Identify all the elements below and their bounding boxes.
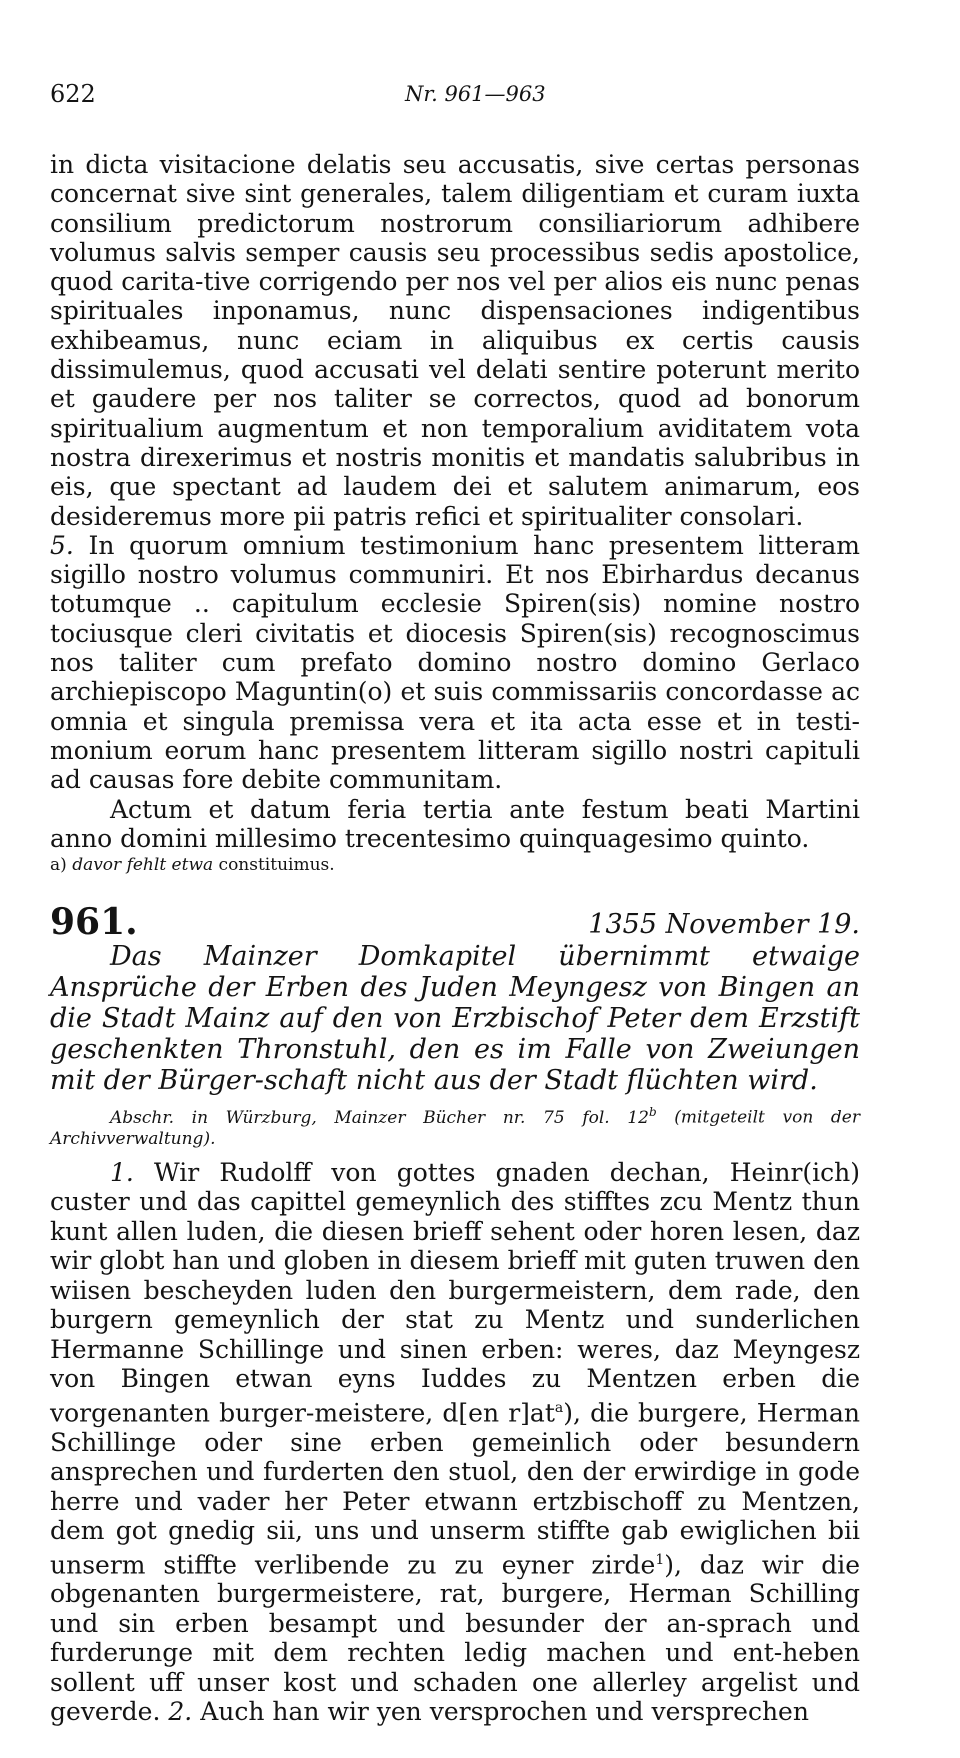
section-number: 5. xyxy=(50,530,74,560)
page-number: 622 xyxy=(50,80,96,108)
paragraph-continuation: in dicta visitacione delatis seu accusatis, sive certas personas concernat sive sint generales, talem diligentiam et curam iuxta consilium predictorum nostrorum consiliariorum adhibere volumus salvis semper causis seu processibus sedis apostolice, quod carita-tive corrigendo per nos vel per alios eis nunc penas spirituales inponamus, nunc dispensaciones indigentibus exhibeamus, nunc eciam in aliquibus ex certis causis dissimulemus, quod accusati vel delati sentire poterunt merito et gaudere per nos taliter se correctos, quod ad bonorum spiritualium augmentum et non temporalium aviditatem vota nostra direxerimus et nostris monitis et mandatis salubribus in eis, que spectant ad laudem dei et salutem animarum, eos desideremus more pii patris refici et spiritualiter consolari. xyxy=(50,150,860,531)
source-note xyxy=(50,1102,860,1150)
footnote-label: a) xyxy=(50,855,67,876)
source-superscript: b xyxy=(648,1105,657,1120)
section-text: In quorum omnium testimonium hanc presentem litteram sigillo nostro volumus communiri. Et nos Ebirhardus decanus totumque .. capitulum ecclesie Spiren(sis) nomine nostro tociusque cleri civitatis et diocesis Spiren(sis) recognoscimus nos taliter cum prefato domino nostro domino Gerlaco archiepiscopo Maguntin(o) et suis commissariis concordasse ac omnia et singula premissa vera et ita acta esse et in testi-monium eorum hanc presentem litteram sigillo nostri capituli ad causas fore debite communitam. xyxy=(50,530,860,795)
paragraph-section-1 xyxy=(50,1158,860,1727)
footnote-italic: davor fehlt etwa xyxy=(72,855,214,876)
document-heading xyxy=(50,901,860,944)
footnote-marker-1: 1 xyxy=(655,1551,665,1568)
document-number: 961. xyxy=(50,901,138,944)
section-number-2: 2. xyxy=(168,1697,193,1727)
source-prefix: Abschr. in Würzburg, Mainzer Bücher nr. 75 fol. 12 xyxy=(110,1107,649,1128)
footnote-marker-a: a xyxy=(554,1399,564,1416)
section-2-text: Auch han wir yen versprochen und versprechen xyxy=(200,1697,809,1727)
section-text-a: Wir Rudolff von gottes gnaden dechan, Heinr(ich) custer und das capittel gemeynlich des stifftes zcu Mentz thun kunt allen luden, die diesen brieff sehent oder horen lesen, daz wir globt han und globen in diesem brieff mit guten truwen den wiisen bescheyden luden den burgermeistern, dem rade, den burgern gemeynlich der stat zu Mentz und sunderlichen Hermanne Schillinge und sinen erben: weres, daz Meyngesz von Bingen etwan eyns Iuddes zu Mentzen erben die vorgenanten burger-meistere, d[en r]at xyxy=(50,1157,860,1428)
actum-line: Actum et datum feria tertia ante festum beati Martini anno domini millesimo trecentesimo quinquagesimo quinto. xyxy=(50,794,860,853)
regest-text: Das Mainzer Domkapitel übernimmt etwaige Ansprüche der Erben des Juden Meyngesz von Bingen an die Stadt Mainz auf den von Erzbischof Peter dem Erzstift geschenkten Thronstuhl, den es im Falle von Zweiungen mit der Bürger-schaft nicht aus der Stadt flüchten wird. xyxy=(50,941,860,1097)
source-suffix: (mitgeteilt von der Archivverwaltung). xyxy=(50,1107,860,1149)
section-number: 1. xyxy=(110,1157,134,1187)
page-header xyxy=(50,60,860,110)
running-title: Nr. 961—963 xyxy=(405,82,546,106)
paragraph-section-5 xyxy=(50,531,860,795)
document-date: 1355 November 19. xyxy=(588,909,860,941)
previous-document-text xyxy=(50,150,860,875)
section-text-c: ), daz wir die obgenanten burgermeistere, rat, burgere, Herman Schilling und sin erben besampt und besunder der an-sprach und furderunge mit dem rechten ledig machen und ent-heben sollent uff unser kost und schaden one allerley argelist und geverde. xyxy=(50,1549,860,1727)
regest xyxy=(50,941,860,1096)
document-text xyxy=(50,1158,860,1727)
footnote-text: constituimus. xyxy=(218,855,335,876)
section-text-b: ), die burgere, Herman Schillinge oder sine erben gemeinlich oder besundern ansprechen und furderten den stuol, den der erwirdige in gode herre und vader her Peter etwann ertzbischoff zu Mentzen, dem got gnedig sii, uns und unserm stiffte gab ewiglichen bii unserm stiffte verlibende zu zu eyner zirde xyxy=(50,1398,861,1579)
page xyxy=(50,60,860,1727)
footnote xyxy=(50,855,860,875)
